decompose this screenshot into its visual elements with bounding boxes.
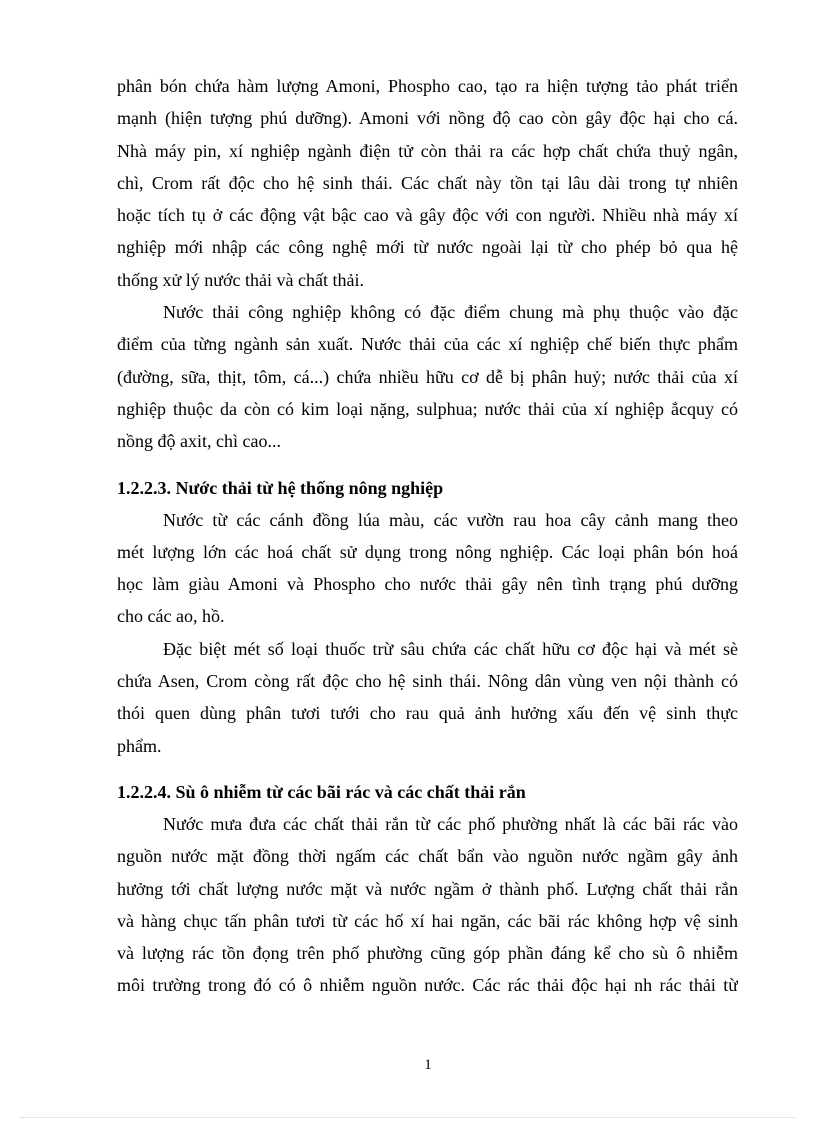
paragraph-line: Nước từ các cánh đồng lúa màu, các vườn rau hoa cây cảnh mang theo xyxy=(163,509,738,530)
paragraph-line: môi trường trong đó có ô nhiễm nguồn nước. Các rác thải độc hại nh rác thải từ xyxy=(117,975,738,996)
paragraph-line: hưởng tới chất lượng nước mặt và nước ngầm ở thành phố. Lượng chất thải rắn xyxy=(117,878,738,899)
paragraph-line: phẩm. xyxy=(117,735,162,756)
paragraph-line: nghiệp mới nhập các công nghệ mới từ nước ngoài lại từ cho phép bỏ qua hệ xyxy=(117,237,738,258)
paragraph-line: điểm của từng ngành sản xuất. Nước thải của các xí nghiệp chế biến thực phẩm xyxy=(117,334,738,355)
paragraph-2 xyxy=(117,296,738,457)
paragraph-line: Nước mưa đưa các chất thải rắn từ các phố phường nhất là các bãi rác vào xyxy=(163,813,738,834)
paragraph-line: và lượng rác tồn đọng trên phố phường cũng góp phần đáng kể cho sù ô nhiễm xyxy=(117,943,738,964)
paragraph-1 xyxy=(117,70,738,296)
section-heading-1-2-2-4: 1.2.2.4. Sù ô nhiễm từ các bãi rác và các chất thải rắn xyxy=(117,781,526,802)
paragraph-line: nồng độ axit, chì cao... xyxy=(117,431,281,452)
paragraph-line: học làm giàu Amoni và Phospho cho nước thải gây nên tình trạng phú dưỡng xyxy=(117,574,738,595)
paragraph-line: mạnh (hiện tượng phú dưỡng). Amoni với nồng độ cao còn gây độc hại cho cá. xyxy=(117,108,738,129)
paragraph-line: cho các ao, hồ. xyxy=(117,606,225,627)
paragraph-4 xyxy=(117,633,738,762)
section-heading-1-2-2-3: 1.2.2.3. Nước thải từ hệ thống nông nghiệp xyxy=(117,477,444,498)
paragraph-line: nguồn nước mặt đồng thời ngấm các chất bẩn vào nguồn nước ngầm gây ảnh xyxy=(117,846,738,867)
document-body xyxy=(117,70,738,1002)
paragraph-line: (đường, sữa, thịt, tôm, cá...) chứa nhiều hữu cơ dễ bị phân huỷ; nước thải của xí xyxy=(117,366,738,387)
paragraph-3 xyxy=(117,504,738,633)
paragraph-line: chứa Asen, Crom còng rất độc cho hệ sinh thái. Nông dân vùng ven nội thành có xyxy=(117,671,738,692)
paragraph-line: phân bón chứa hàm lượng Amoni, Phospho cao, tạo ra hiện tượng tảo phát triển xyxy=(117,76,738,96)
page-number: 1 xyxy=(424,1057,432,1073)
paragraph-5 xyxy=(117,808,738,1002)
paragraph-line: chì, Crom rất độc cho hệ sinh thái. Các chất này tồn tại lâu dài trong tự nhiên xyxy=(117,172,738,193)
paragraph-line: và hàng chục tấn phân tươi từ các hố xí hai ngăn, các bãi rác không hợp vệ sinh xyxy=(117,910,738,931)
page-bottom-divider xyxy=(20,1117,796,1118)
paragraph-line: mét lượng lớn các hoá chất sử dụng trong nông nghiệp. Các loại phân bón hoá xyxy=(117,541,738,562)
paragraph-line: Nhà máy pin, xí nghiệp ngành điện tử còn thải ra các hợp chất chứa thuỷ ngân, xyxy=(117,140,738,161)
paragraph-line: thói quen dùng phân tươi tưới cho rau quả ảnh hưởng xấu đến vệ sinh thực xyxy=(117,703,738,724)
paragraph-line: hoặc tích tụ ở các động vật bậc cao và gây độc với con người. Nhiều nhà máy xí xyxy=(117,205,738,226)
paragraph-line: thống xử lý nước thải và chất thải. xyxy=(117,269,364,290)
paragraph-line: Đặc biệt mét số loại thuốc trừ sâu chứa các chất hữu cơ độc hại và mét sè xyxy=(163,638,738,659)
paragraph-line: Nước thải công nghiệp không có đặc điểm chung mà phụ thuộc vào đặc xyxy=(163,302,738,323)
paragraph-line: nghiệp thuộc da còn có kim loại nặng, sulphua; nước thải của xí nghiệp ắcquy có xyxy=(117,398,738,419)
